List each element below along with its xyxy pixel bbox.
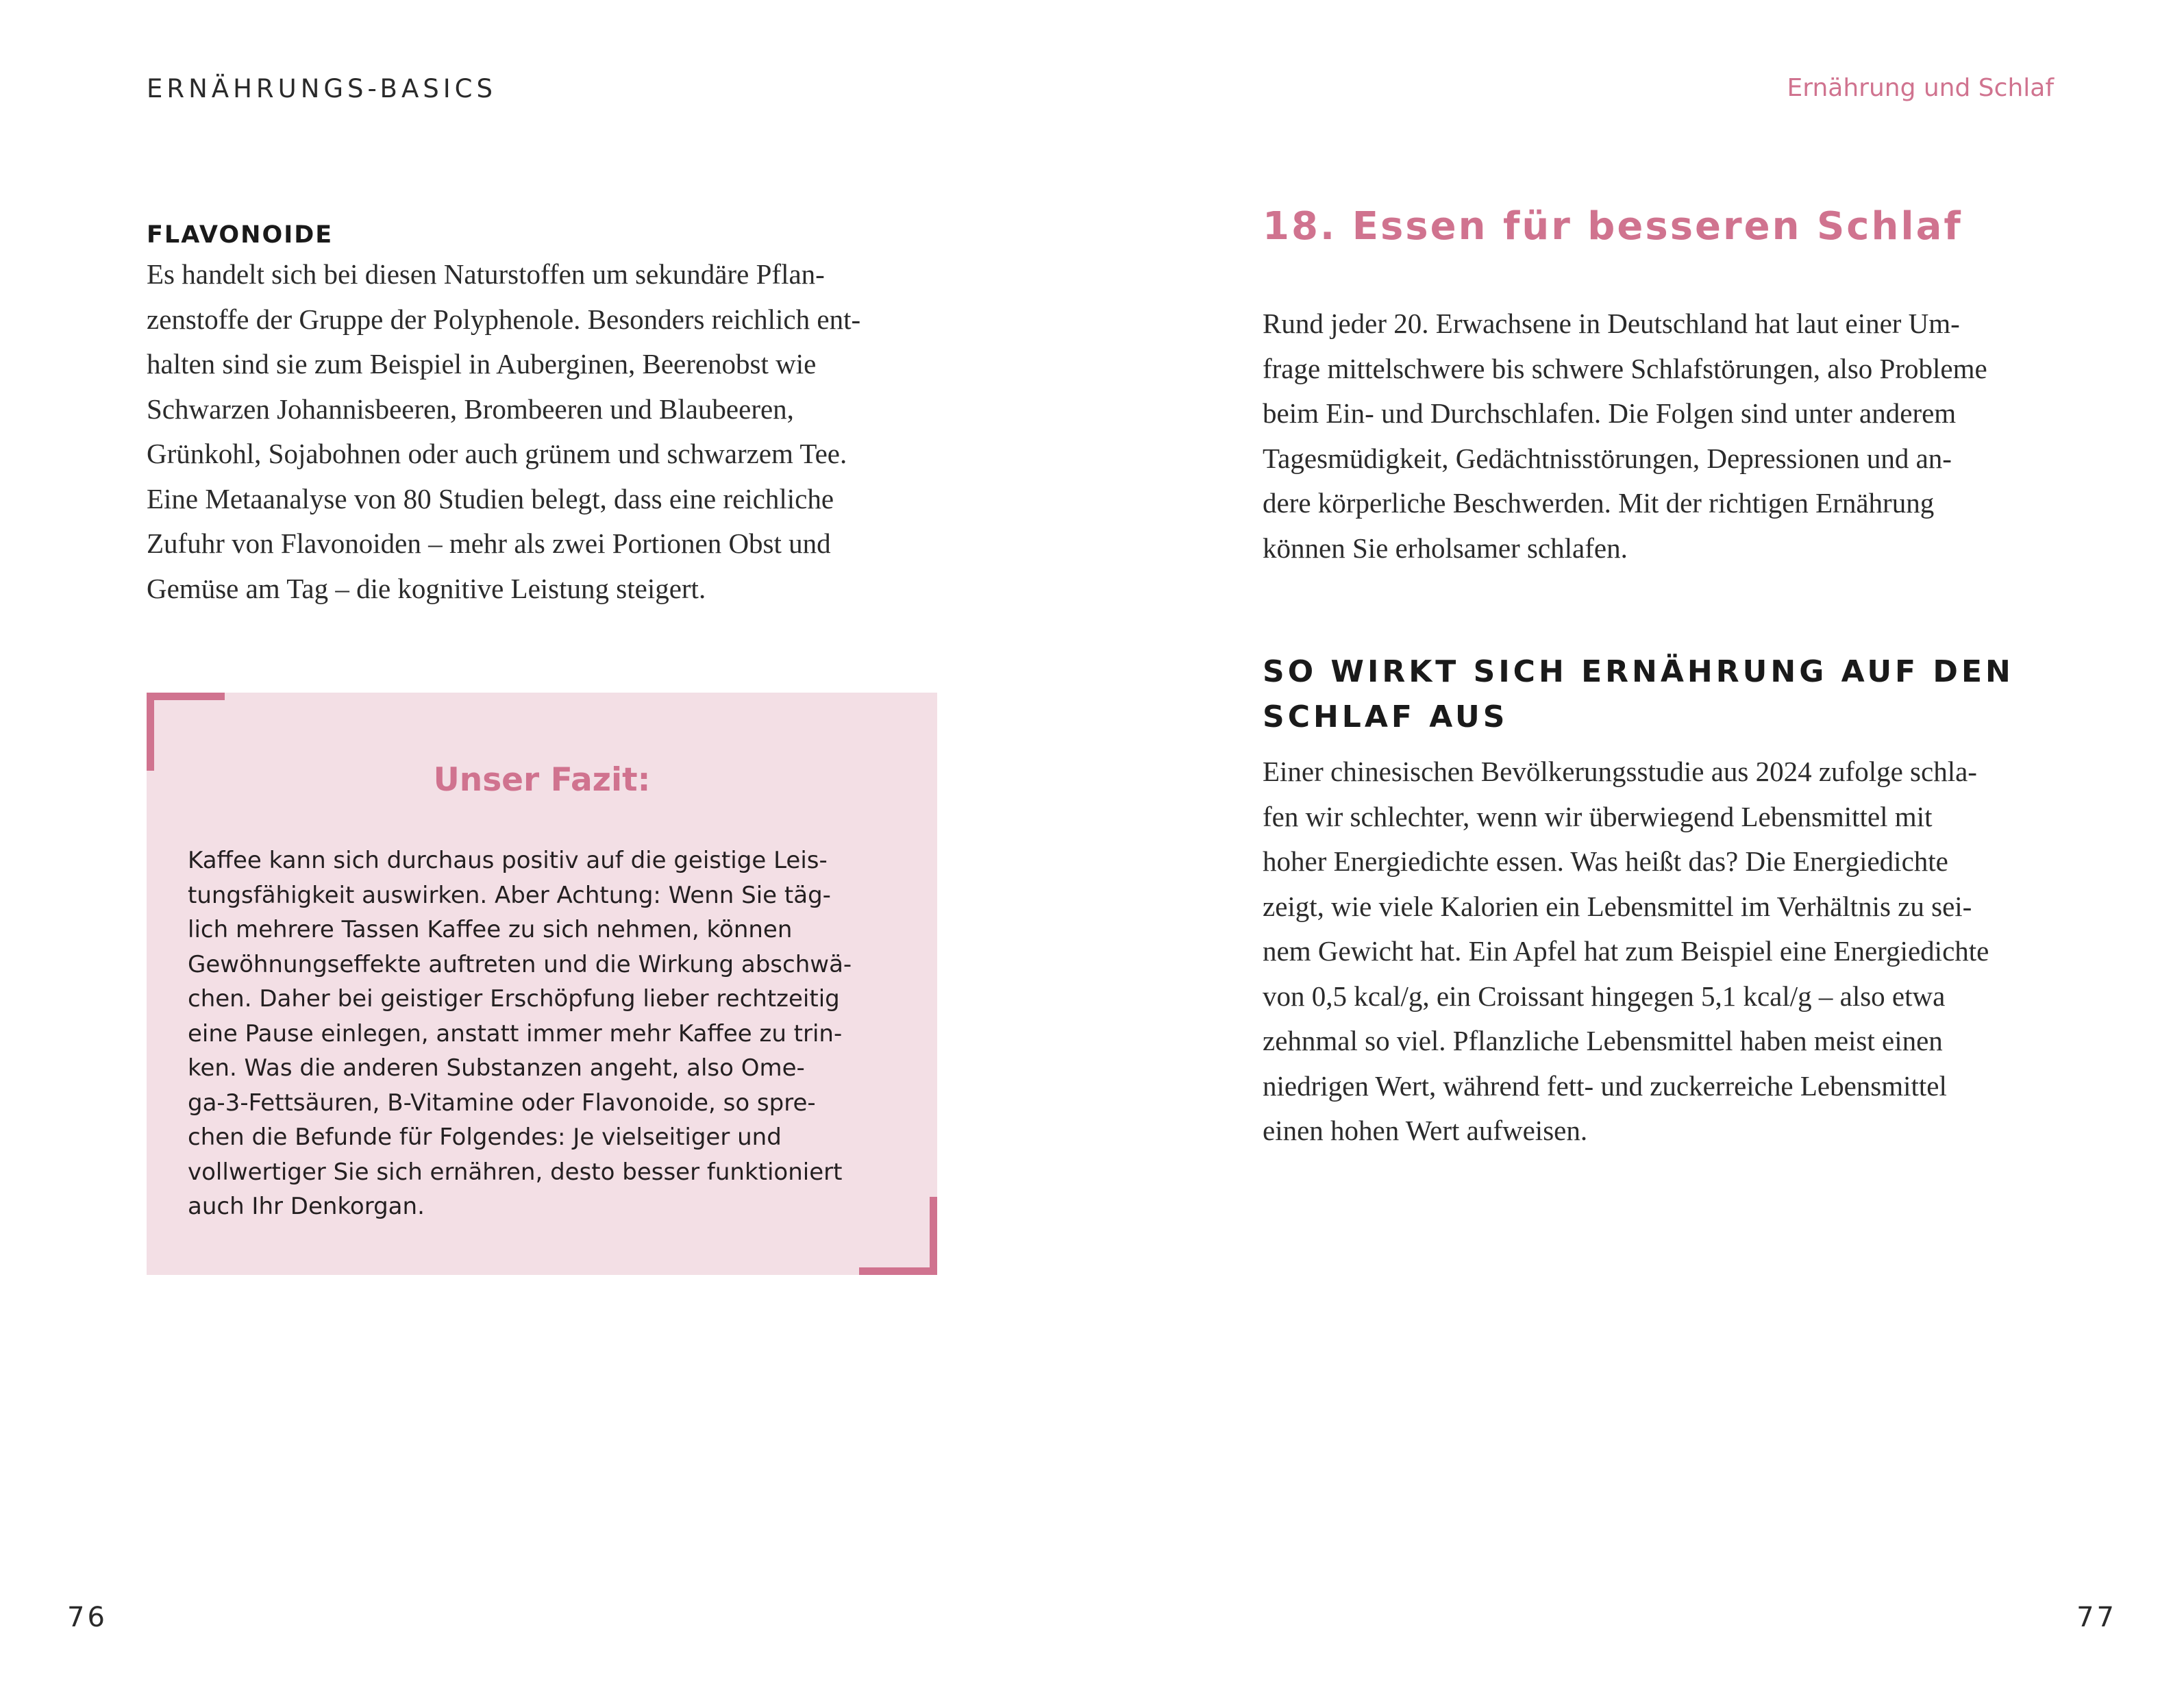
fazit-line: eine Pause einlegen, anstatt immer mehr Kaffee zu trin- — [188, 1019, 843, 1047]
paragraph-line: frage mittelschwere bis schwere Schlafstörungen, also Probleme — [1263, 352, 1987, 384]
fazit-line: lich mehrere Tassen Kaffee zu sich nehmen, können — [188, 916, 793, 943]
paragraph-line: niedrigen Wert, während fett- und zuckerreiche Lebensmittel — [1263, 1069, 1947, 1102]
running-head-left: ERNÄHRUNGS-BASICS — [147, 74, 497, 103]
paragraph-line: Tagesmüdigkeit, Gedächtnisstörungen, Depressionen und an- — [1263, 442, 1952, 474]
subhead-flavonoide: FLAVONOIDE — [147, 221, 334, 249]
section-heading-line: SO WIRKT SICH ERNÄHRUNG AUF DEN — [1263, 654, 2014, 689]
chapter-title: 18. Essen für besseren Schlaf — [1263, 204, 1963, 249]
paragraph-line: fen wir schlechter, wenn wir überwiegend Lebensmittel mit — [1263, 800, 1933, 832]
paragraph-line: zeigt, wie viele Kalorien ein Lebensmittel im Verhältnis zu sei- — [1263, 890, 1972, 922]
fazit-line: Kaffee kann sich durchaus positiv auf die geistige Leis- — [188, 847, 828, 874]
fazit-line: tungsfähigkeit auswirken. Aber Achtung: Wenn Sie täg- — [188, 881, 831, 909]
paragraph-line: Es handelt sich bei diesen Naturstoffen um sekundäre Pflan- — [147, 258, 825, 290]
fazit-line: chen die Befunde für Folgendes: Je vielseitiger und — [188, 1124, 782, 1151]
paragraph-line: dere körperliche Beschwerden. Mit der richtigen Ernährung — [1263, 487, 1935, 519]
paragraph-line: Rund jeder 20. Erwachsene in Deutschland hat laut einer Um- — [1263, 308, 1960, 339]
section-paragraph — [1263, 749, 1989, 1154]
paragraph-line: Einer chinesischen Bevölkerungsstudie aus 2024 zufolge schla- — [1263, 756, 1977, 787]
section-heading-line: SCHLAF AUS — [1263, 699, 1509, 734]
paragraph-line: beim Ein- und Durchschlafen. Die Folgen sind unter anderem — [1263, 397, 1957, 429]
fazit-line: chen. Daher bei geistiger Erschöpfung lieber rechtzeitig — [188, 985, 840, 1013]
fazit-line: ken. Was die anderen Substanzen angeht, also Ome- — [188, 1054, 805, 1082]
fazit-line: auch Ihr Denkorgan. — [188, 1193, 425, 1220]
section-heading — [1263, 649, 2014, 740]
paragraph-line: halten sind sie zum Beispiel in Auberginen, Beerenobst wie — [147, 348, 817, 380]
corner-accent-bottom-right-vertical — [930, 1197, 937, 1275]
page-number-left: 76 — [67, 1602, 108, 1633]
fazit-text — [188, 843, 852, 1224]
paragraph-line: Grünkohl, Sojabohnen oder auch grünem und schwarzem Tee. — [147, 438, 847, 469]
paragraph-line: Schwarzen Johannisbeeren, Brombeeren und Blaubeeren, — [147, 393, 794, 425]
paragraph-line: Gemüse am Tag – die kognitive Leistung steigert. — [147, 572, 706, 604]
fazit-line: Gewöhnungseffekte auftreten und die Wirkung abschwä- — [188, 950, 852, 978]
paragraph-line: Zufuhr von Flavonoiden – mehr als zwei Portionen Obst und — [147, 528, 831, 559]
fazit-title: Unser Fazit: — [433, 761, 651, 799]
paragraph-line: nem Gewicht hat. Ein Apfel hat zum Beispiel eine Energiedichte — [1263, 935, 1989, 967]
paragraph-line: einen hohen Wert aufweisen. — [1263, 1115, 1588, 1146]
fazit-line: vollwertiger Sie sich ernähren, desto besser funktioniert — [188, 1158, 843, 1186]
corner-accent-top-left — [147, 693, 225, 700]
paragraph-line: von 0,5 kcal/g, ein Croissant hingegen 5,1 kcal/g – also etwa — [1263, 980, 1946, 1012]
running-head-right: Ernährung und Schlaf — [1787, 74, 2054, 102]
fazit-line: ga-3-Fettsäuren, B-Vitamine oder Flavonoide, so spre- — [188, 1089, 816, 1117]
paragraph-line: zehnmal so viel. Pflanzliche Lebensmittel haben meist einen — [1263, 1025, 1943, 1056]
paragraph-line: zenstoffe der Gruppe der Polyphenole. Besonders reichlich ent- — [147, 303, 861, 335]
flavonoide-paragraph — [147, 252, 948, 611]
paragraph-line: Eine Metaanalyse von 80 Studien belegt, dass eine reichliche — [147, 482, 834, 514]
paragraph-line: hoher Energiedichte essen. Was heißt das? Die Energiedichte — [1263, 845, 1948, 877]
page-number-right: 77 — [2076, 1602, 2117, 1633]
paragraph-line: können Sie erholsamer schlafen. — [1263, 532, 1628, 564]
left-column — [147, 218, 948, 611]
fazit-box — [147, 693, 937, 1275]
corner-accent-top-left-vertical — [147, 693, 154, 771]
corner-accent-bottom-right — [859, 1267, 937, 1275]
intro-paragraph — [1263, 301, 1987, 571]
